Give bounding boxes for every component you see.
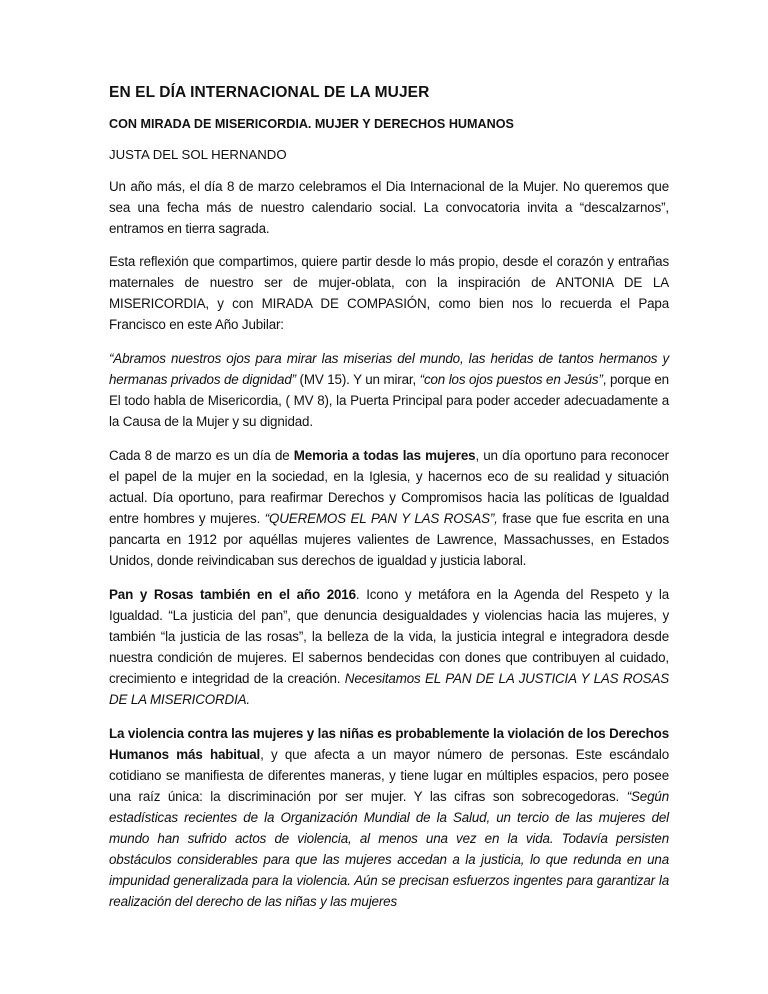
paragraph-5 — [109, 584, 669, 710]
text-run: , porque en El todo habla de Misericordia, ( MV 8), la Puerta Principal para poder acceder adecuadamente a la Causa de la Mujer y su dignidad. — [109, 372, 669, 429]
paragraph-6 — [109, 723, 669, 912]
italic-quote: “Abramos nuestros ojos para mirar las miserias del mundo, las heridas de tantos hermanos y hermanas privados de dignidad” — [109, 351, 669, 387]
bold-phrase: Memoria a todas las mujeres — [293, 448, 476, 463]
text-run: Esta reflexión que compartimos, quiere partir desde lo más propio, desde el corazón y entrañas maternales de nuestro ser de mujer-oblata, con la inspiración de ANTONIA DE LA MISERICORDIA, y con MIRADA DE COMPASIÓN, como bien nos lo recuerda el Papa Francisco en este Año Jubilar: — [109, 254, 669, 332]
italic-quote: Necesitamos EL PAN DE LA JUSTICIA Y LAS ROSAS DE LA MISERICORDIA. — [109, 671, 670, 707]
text-run: Cada 8 de marzo es un día de — [109, 448, 294, 463]
document-subtitle: CON MIRADA DE MISERICORDIA. MUJER Y DERECHOS HUMANOS — [109, 117, 514, 131]
paragraph-3 — [109, 348, 669, 432]
paragraph-4 — [109, 445, 669, 571]
italic-quote: “Según estadísticas recientes de la Organización Mundial de la Salud, un tercio de las mujeres del mundo han sufrido actos de violencia, al menos una vez en la vida. Todavía persisten obstáculos considerables para que las mujeres accedan a la justicia, lo que redunda en una impunidad generalizada para la violencia. Aún se precisan esfuerzos ingentes para garantizar la realización del derecho de las niñas y las mujeres — [109, 789, 669, 909]
document-page — [109, 84, 669, 925]
italic-quote: “con los ojos puestos en Jesús” — [419, 372, 603, 387]
paragraph-2 — [109, 251, 669, 335]
text-run: , y que afecta a un mayor número de personas. Este escándalo cotidiano se manifiesta de diferentes maneras, y tiene lugar en múltiples espacios, pero posee una raíz única: la discriminación por ser mujer. Y las cifras son sobrecogedoras. — [109, 747, 669, 804]
text-run: , un día oportuno para reconocer el papel de la mujer en la sociedad, en la Iglesia, y hacernos eco de su realidad y situación actual. Día oportuno, para reafirmar Derechos y Compromisos hacia las políticas de Igualdad entre hombres y mujeres. — [109, 448, 669, 526]
text-run: Un año más, el día 8 de marzo celebramos el Dia Internacional de la Mujer. No queremos que sea una fecha más de nuestro calendario social. La convocatoria invita a “descalzarnos”, entramos en tierra sagrada. — [109, 179, 669, 236]
text-run: frase que fue escrita en una pancarta en 1912 por aquéllas mujeres valientes de Lawrence, Massachusses, en Estados Unidos, donde reivindicaban sus derechos de igualdad y justicia laboral. — [109, 511, 669, 568]
paragraph-1 — [109, 176, 669, 239]
bold-phrase: Pan y Rosas también en el año 2016 — [109, 587, 356, 602]
text-run: . Icono y metáfora en la Agenda del Respeto y la Igualdad. “La justicia del pan”, que denuncia desigualdades y violencias hacia las mujeres, y también “la justicia de las rosas”, la belleza de la vida, la justicia integral e integradora desde nuestra condición de mujeres. El sabernos bendecidas con dones que contribuyen al cuidado, crecimiento e integridad de la creación. — [109, 587, 669, 686]
document-title: EN EL DÍA INTERNACIONAL DE LA MUJER — [109, 84, 430, 101]
text-run: (MV 15). Y un mirar, — [295, 372, 420, 387]
bold-phrase: La violencia contra las mujeres y las niñas es probablemente la violación de los Derechos Humanos más habitual — [109, 726, 669, 762]
document-author: JUSTA DEL SOL HERNANDO — [109, 147, 287, 162]
italic-quote: “QUEREMOS EL PAN Y LAS ROSAS”, — [264, 511, 498, 526]
